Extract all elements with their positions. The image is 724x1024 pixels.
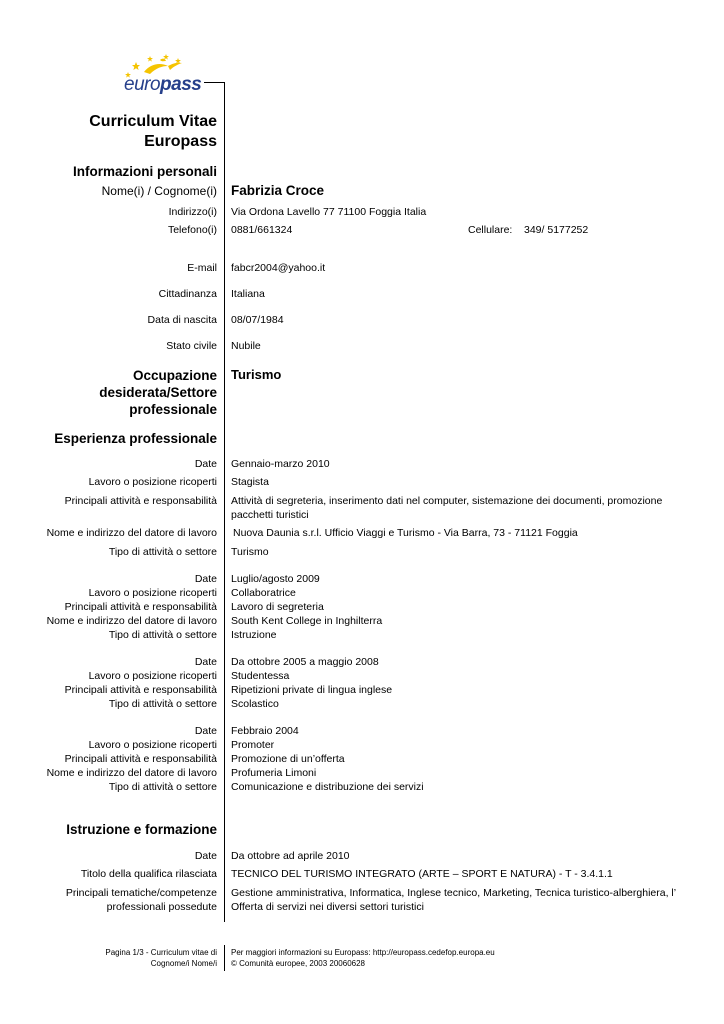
address-value: Via Ordona Lavello 77 71100 Foggia Italia <box>231 206 427 218</box>
edu-qualification-value: TECNICO DEL TURISMO INTEGRATO (ARTE – SPORT E NATURA) - T - 3.4.1.1 <box>231 868 613 880</box>
exp1-employer-label: Nome e indirizzo del datore di lavoro <box>46 527 217 539</box>
edu-skills-value: Gestione amministrativa, Informatica, Inglese tecnico, Marketing, Tecnica turistico-alberghiera, l’ Offerta di servizi nei diversi settori turistici <box>231 887 677 913</box>
address-label: Indirizzo(i) <box>168 206 217 218</box>
exp1-role-label: Lavoro o posizione ricoperti <box>88 476 217 488</box>
exp2-date-value: Luglio/agosto 2009 <box>231 573 320 585</box>
exp4-sector-label: Tipo di attività o settore <box>108 781 217 793</box>
exp2-employer-label: Nome e indirizzo del datore di lavoro <box>46 615 217 627</box>
exp1-date-label: Date <box>194 458 217 470</box>
exp3-date-value: Da ottobre 2005 a maggio 2008 <box>231 656 379 668</box>
birthdate-label: Data di nascita <box>147 314 217 326</box>
exp2-employer-value: South Kent College in Inghilterra <box>231 615 383 627</box>
exp4-employer-value: Profumeria Limoni <box>231 767 317 779</box>
exp1-activities-label: Principali attività e responsabilità <box>64 495 217 507</box>
exp4-role-label: Lavoro o posizione ricoperti <box>88 739 217 751</box>
exp4-role-value: Promoter <box>231 739 275 751</box>
exp2-sector-label: Tipo di attività o settore <box>108 629 217 641</box>
exp3-role-value: Studentessa <box>231 670 290 682</box>
name-label: Nome(i) / Cognome(i) <box>101 184 217 198</box>
citizenship-value: Italiana <box>231 288 265 300</box>
footer-page-info: Pagina 1/3 - Curriculum vitae di Cognome/i Nome/i <box>105 948 217 968</box>
exp1-employer-value: Nuova Daunia s.r.l. Ufficio Viaggi e Turismo - Via Barra, 73 - 71121 Foggia <box>233 527 578 539</box>
citizenship-label: Cittadinanza <box>158 288 217 300</box>
civil-status-value: Nubile <box>231 340 261 352</box>
exp2-activities-value: Lavoro di segreteria <box>231 601 324 613</box>
exp3-activities-label: Principali attività e responsabilità <box>64 684 217 696</box>
exp1-sector-value: Turismo <box>231 546 269 558</box>
email-value: fabcr2004@yahoo.it <box>231 262 326 274</box>
edu-date-label: Date <box>194 850 217 862</box>
exp3-sector-label: Tipo di attività o settore <box>108 698 217 710</box>
section-education: Istruzione e formazione <box>66 822 217 837</box>
birthdate-value: 08/07/1984 <box>231 314 284 326</box>
exp3-activities-value: Ripetizioni private di lingua inglese <box>231 684 393 696</box>
desired-occupation-value: Turismo <box>231 367 282 382</box>
exp1-date-value: Gennaio-marzo 2010 <box>231 458 330 470</box>
exp3-date-label: Date <box>194 656 217 668</box>
exp4-date-value: Febbraio 2004 <box>231 725 299 737</box>
phone-label: Telefono(i) <box>167 224 217 236</box>
mobile-value: 349/ 5177252 <box>524 224 589 236</box>
mobile-label: Cellulare: <box>468 224 513 236</box>
phone-value: 0881/661324 <box>231 224 293 236</box>
exp4-employer-label: Nome e indirizzo del datore di lavoro <box>46 767 217 779</box>
exp2-date-label: Date <box>194 573 217 585</box>
exp4-activities-value: Promozione di un’offerta <box>231 753 345 765</box>
exp4-sector-value: Comunicazione e distribuzione dei servizi <box>231 781 424 793</box>
exp3-sector-value: Scolastico <box>231 698 279 710</box>
footer-divider <box>224 945 225 971</box>
exp1-role-value: Stagista <box>231 476 269 488</box>
email-label: E-mail <box>187 262 217 274</box>
exp1-sector-label: Tipo di attività o settore <box>108 546 217 558</box>
section-desired-occupation: Occupazione desiderata/Settore professionale <box>99 368 217 417</box>
column-divider <box>224 82 225 922</box>
header-rule <box>204 82 225 83</box>
document-title: Curriculum Vitae Europass <box>89 113 217 150</box>
exp3-role-label: Lavoro o posizione ricoperti <box>88 670 217 682</box>
civil-status-label: Stato civile <box>166 340 217 352</box>
exp2-activities-label: Principali attività e responsabilità <box>64 601 217 613</box>
exp4-date-label: Date <box>194 725 217 737</box>
section-personal-info: Informazioni personali <box>72 164 217 179</box>
exp2-role-value: Collaboratrice <box>231 587 296 599</box>
edu-qualification-label: Titolo della qualifica rilasciata <box>80 868 217 880</box>
exp4-activities-label: Principali attività e responsabilità <box>64 753 217 765</box>
name-value: Fabrizia Croce <box>231 183 325 198</box>
europass-logo-text: europass <box>124 74 202 95</box>
footer-europass-info: Per maggiori informazioni su Europass: http://europass.cedefop.europa.eu © Comunità europee, 2003 20060628 <box>231 948 495 968</box>
exp2-role-label: Lavoro o posizione ricoperti <box>88 587 217 599</box>
edu-date-value: Da ottobre ad aprile 2010 <box>231 850 350 862</box>
exp2-sector-value: Istruzione <box>231 629 277 641</box>
section-work-experience: Esperienza professionale <box>54 431 217 446</box>
exp1-activities-value: Attività di segreteria, inserimento dati nel computer, sistemazione dei documenti, promozione pacchetti turistici <box>231 495 663 521</box>
edu-skills-label: Principali tematiche/competenze professionali possedute <box>65 887 217 913</box>
